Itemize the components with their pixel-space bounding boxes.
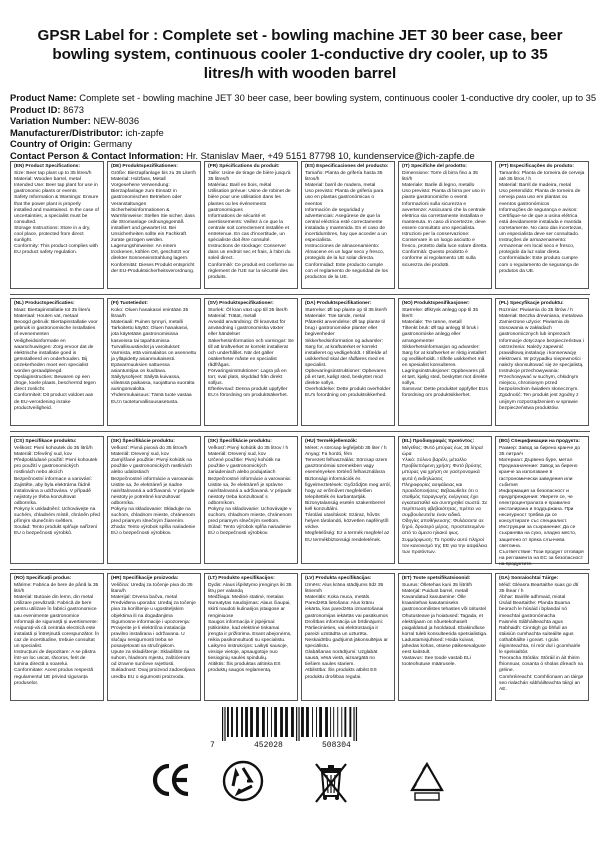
language-line: Materijal: Drvena bačva, metal — [111, 595, 178, 601]
barcode-bar — [296, 707, 297, 741]
language-line: Instrucciones de almacenamiento: Almacene en un lugar seco y fresco, protegido de la luz solar directa. — [305, 244, 385, 262]
language-heading: (FI) Tuotetiedot: — [111, 301, 148, 306]
language-line: Instructions de stockage: Conserver dans un endroit sec et frais, à l'abri du soleil direct. — [208, 244, 291, 262]
language-line: Predviđena uporaba: Uređaj za točenje piva za korištenje u ugostiteljskim objektima ili na događanjima — [111, 601, 196, 619]
barcode-bar — [291, 707, 294, 737]
language-line: Medžiaga: Medinė statinė, metalas — [208, 595, 284, 601]
language-line: Koko: Oluen hanakasvi enintään 35 litraa/h — [111, 308, 189, 320]
language-line: Materiale: Træ tønde, metal — [305, 314, 366, 320]
language-line: Informations de sécurité et avertissements: Veillez à ce que la centrale soit correctement installée et entretenue. En cas d'incertitude, un spécialiste doit être consulté. — [208, 213, 290, 244]
language-band — [10, 298, 590, 426]
recycling-arrows-icon — [222, 760, 264, 802]
barcode-bar — [222, 707, 223, 741]
language-line: Utilizare prevăzută: Fabrică de bere pentru utilizare în fabrici gastronomice sau evenimente gastronomice — [14, 601, 97, 619]
info-label: Contact Person & Contact Information: — [10, 149, 184, 161]
barcode-bar — [337, 707, 338, 737]
language-line: Treoracha Stórála: Stóráil in áit thirim fhionnuar, cosanta ó sholas díreach na gréine. — [499, 656, 584, 674]
info-value: Germany — [93, 138, 132, 150]
language-block — [107, 161, 201, 289]
language-line: Materjal: Puidust barrel, metall — [402, 589, 469, 595]
language-line: Påtænkt anvendelse: Øl tap plante til brug i gastronomiske planter eller begivenheder — [305, 320, 385, 338]
language-line: Materiaali: Puinen tynnyri, metalli — [111, 320, 183, 326]
barcode-bar — [267, 707, 268, 737]
language-block — [204, 436, 298, 564]
barcode-bar — [298, 707, 299, 741]
info-label: Product ID: — [10, 103, 61, 115]
info-value: Complete set - bowling machine JET 30 beer case, beer bowling system, continuous cooler 1-conductive dry cooler, up to 35 — [79, 92, 597, 103]
barcode-lead-digit: 7 — [210, 741, 215, 750]
language-line: Bezpečnostní informace a varování: Zajistěte, aby byla elektrárna řádně instalována a udržována. V případě nejistoty je třeba konzultovat odborníka. — [14, 476, 93, 506]
language-heading: (HU) Termékjellemzők: — [305, 439, 358, 444]
barcode-bar — [356, 707, 357, 741]
ean-barcode — [210, 707, 390, 751]
language-line: Kavandatud kasutamine: Õlle kraanitehas kasutamiseks gastronoomilistes tehastes või üritustel — [402, 595, 486, 613]
language-line: Материал: Дървено буре, метал — [499, 458, 573, 464]
language-line: Velikost: Pivní kohoutek do 35 litrů/h — [14, 446, 93, 452]
language-line: Numatytas naudojimas: Alaus čiaupai, skirti naudoti kulinarijos įstaigose ar renginiuose — [208, 601, 291, 619]
language-band — [10, 436, 590, 567]
language-line: Size: Beer tap plant up to 35 litres/h — [14, 171, 92, 177]
language-heading: (SK) Špecifikácie produktu: — [208, 439, 272, 444]
barcode-bar — [349, 707, 351, 737]
language-line: Materiał: Beczka drewniana, metalowa — [499, 314, 583, 320]
language-line: Safety Information & Warnings: Ensure that the power plant is properly installed and maintained. In the case of uncertainties, a specialist must be consulted. — [14, 195, 99, 225]
barcode-bar — [262, 707, 265, 737]
language-line: Informacje dotyczące bezpieczeństwa i ostrzeżenia: Należy zapewnić prawidłową instalację i konserwację elektrowni. W przypadku niepewności należy skonsultować się ze specjalistą. — [499, 338, 584, 368]
language-line: Tárolási utasítások: Száraz, hűvös helyen tárolandó, közvetlen napfénytől védve. — [305, 513, 389, 531]
language-heading: (GA) Sonraíochtaí Táirge: — [499, 576, 559, 581]
barcode-left-digits: 452028 — [254, 741, 283, 750]
language-line: Размер: Завод за бирено кранче до 35 литра/ч — [499, 446, 581, 458]
language-line: Dimensione: Torre di birra fino a 35 litri/h — [402, 171, 479, 183]
language-line: Maat: Biertapinstallatie tot 35 liter/u — [14, 308, 91, 314]
language-line: Paredzētā lietošana: Alus krānu iekārta, kas paredzēta izmantošanai gastronomijas iekārtās vai pasākumos — [305, 601, 388, 619]
language-line: Comhréireacht: Comhlíonann an táirge seo rialachán sábháilteachta táirgí an AE. — [499, 674, 584, 692]
language-line: Samsvar: Dette produktet oppfyller EUs forordning om produktsikkerhet. — [402, 387, 488, 399]
barcode-bar — [319, 707, 322, 737]
language-line: Materiale: Barile di legno, metallo — [402, 183, 475, 189]
crossed-out-bin-icon — [312, 760, 350, 806]
language-line: Opslaginstructies: Bewaren op een droge, koele plaats, beschermd tegen direct zonlicht. — [14, 375, 96, 393]
language-heading: (ET) Toote spetsifikatsioonid: — [402, 576, 471, 581]
language-line: Ábhar: Bairille adhmaid, miotal — [499, 595, 566, 601]
language-line: Instrucțiuni de depozitare: A se păstra într-un loc uscat, răcoros, ferit de lumina directă a soarelui. — [14, 650, 96, 668]
language-line: Größe: Bierzapfanlage bis zu 35 Liter/h — [111, 171, 197, 177]
language-block — [495, 161, 589, 289]
barcode-bar — [245, 707, 248, 737]
language-line: Intended Use: Beer tap plant for use in gastronomic plants or events — [14, 183, 98, 195]
info-label: Variation Number: — [10, 115, 91, 127]
language-line: Veľkosť: Pivná pivová do 35 litrov/h — [111, 446, 188, 452]
language-line: Atbilstība: Šis produkts atbilst ES produktu drošības regulai. — [305, 668, 377, 680]
language-heading: (NL) Productspecificaties: — [14, 301, 75, 306]
language-line: Anyag: Fa hordó, fém — [305, 452, 353, 458]
language-block — [107, 436, 201, 564]
language-line: Συμμόρφωση: Το προϊόν αυτό πληροί τον κανονισμό της ΕΕ για την ασφάλεια των προϊόντων. — [402, 537, 488, 555]
barcode-digits — [210, 741, 390, 751]
info-row — [10, 127, 590, 139]
language-line: Storlek: Öl kran växt upp till 35 liter/h — [208, 308, 288, 314]
language-line: Conformity: This product complies with EU product safety regulation. — [14, 244, 98, 256]
language-line: Materiāls: Koka muca, metāls — [305, 595, 370, 601]
barcode-bar — [271, 707, 272, 737]
language-line: Säkerhetsinformation och varningar: Se till att kraftverket är korrekt installerat och underhållet. När det gäller osäkerheter måste en specialist rådfrågas. — [208, 338, 294, 368]
language-block — [301, 436, 395, 564]
language-line: Faisnéis Sábháilteachta agus Rabhaidh: Cinntigh go bhfuil an stáisiún cumhachta suiteáilte agus cothabháilte i gceart. I gcás éiginnteachta, ní mór dul i gcomhairle le speisialtóir. — [499, 619, 581, 656]
language-block — [10, 573, 104, 701]
language-line: Lagerungshinweise: An einem trockenen, kühlen Ort, geschützt vor direkter Sonneneinstrahlung lagern. — [111, 244, 190, 262]
language-block — [107, 573, 201, 701]
language-heading: (LT) Produkto specifikacijos: — [208, 576, 275, 581]
language-line: Предназначение: Завод за бирено кранче за използване в гастрономически заведения или събития — [499, 464, 578, 488]
language-line: Sukladnost: Ovaj proizvod zadovoljava uredbu EU o sigurnosti proizvoda. — [111, 668, 196, 680]
language-line: Méid: Gléasra Beartaithe suas go dtí 35 lítear / h — [499, 583, 579, 595]
language-band — [10, 161, 590, 289]
language-line: Størrelse: Ølkrysk anlegg opp til 35 liter/t — [402, 308, 479, 320]
language-line: Uso pretendido: Planta de torneira de cerveja para uso em plantas ou eventos gastronómicos — [499, 189, 581, 207]
language-block — [204, 161, 298, 289]
language-heading: (PT) Especificações do produto: — [499, 164, 574, 169]
language-heading: (RO) Specificații produs: — [14, 576, 72, 581]
barcode-bar — [316, 707, 317, 737]
language-line: Dydis: Alaus išpilstymo įrenginys iki 35 litrų per valandą — [208, 583, 292, 595]
language-line: Material: Barril de madeira, metal — [499, 183, 572, 189]
language-block — [204, 573, 298, 701]
language-line: Ladustamisjuhised: Hoida kuivas, jahedas kohas, otsese päikesevalguse eest kaitstult. — [402, 637, 486, 656]
language-heading: (DE) Produktspezifikationen: — [111, 164, 178, 169]
language-line: Storage Instructions: Store in a dry, cool place, protected from direct sunlight. — [14, 225, 91, 244]
language-line: Informações de segurança e avisos: Certifique-se de que a usina elétrica está devidamente instalada e mantida corretamente. No caso das incertezas, um especialista deve ser consultado. — [499, 207, 583, 238]
language-line: Upute za skladištenje: Skladištite na suhom, hladnom mjestu, zaštićenom od izravne sunčeve svjetlosti. — [111, 650, 191, 668]
barcode-bar — [301, 707, 304, 737]
language-line: Съответствие: Този продукт отговаря на регламента на ЕС за безопасност на продуктите. — [499, 549, 584, 567]
language-line: Material: Trätat, metall — [208, 314, 257, 320]
barcode-bar — [227, 707, 229, 737]
language-line: Turvallisuustiedot ja varoitukset: Varmista, että voimalaitos on asennettu ja ylläpidetty asianmukaisesti. Epävarmuuksien sattuessa asiantuntijaa on kuultava. — [111, 344, 197, 375]
language-band — [10, 573, 590, 701]
language-line: Informații de siguranță și avertismente: Asigurați-vă că centrala electrică este instalată și întreținută corespunzător. În caz de incertitudine, trebuie consultat un specialist. — [14, 619, 100, 650]
language-block — [10, 298, 104, 426]
language-line: Sicherheitsinformationen & Warnhinweise: Stellen Sie sicher, dass die Stromanlage ordnungsgemäß installiert und gewartet ist. Bei Unsicherheiten sollte ein Fachkraft zurate gezogen werden. — [111, 207, 195, 244]
info-row — [10, 115, 590, 127]
barcode-bar — [344, 707, 346, 737]
language-block — [495, 436, 589, 567]
language-line: Инструкции за съхранение: Да се съхранява на сухо, хладно място, защитено от пряка слънчева светлина. — [499, 525, 577, 549]
language-heading: (SK) Špecifikácie produktu: — [111, 439, 175, 444]
language-block — [398, 436, 492, 564]
language-line: Zgodność: Ten produkt jest zgodny z unijnym rozporządzeniem w sprawie bezpieczeństwa produktów. — [499, 393, 579, 411]
language-line: Opbevaringsinstruktioner: Opbevares på et tørt, køligt sted, beskyttet mod direkte sollys. — [305, 369, 387, 387]
language-heading: (ES) Especificaciones del producto: — [305, 164, 389, 169]
language-line: Glabāšanas norādījumi: Uzglabāt sausā, vēsā vietā, aizsargātā no tiešiem saules stariem. — [305, 650, 378, 668]
language-block — [398, 161, 492, 289]
language-heading: (HR) Specifikacije proizvoda: — [111, 576, 179, 581]
language-line: Materiál: Dřevěný sud, kov — [14, 452, 72, 458]
language-block — [10, 436, 104, 564]
language-line: Saugos informacija ir įspėjimai: Įsitikinkite, kad elektrinė tinkamai įrengta ir prižiūrima. Esant abejonėms, reikia pasikonsultuoti su specialistu. — [208, 619, 292, 643]
language-heading: (LV) Produkta specifikācijas: — [305, 576, 372, 581]
language-line: Materiál: Drevený sud, kov — [208, 452, 266, 458]
language-line: Material: Holzfass, Metall — [111, 177, 166, 183]
language-line: Instrukcje przechowywania: Przechowywać w suchym, chłodnym miejscu, chronionym przed bezpośrednim światłem słonecznym. — [499, 369, 579, 393]
ce-mark-icon — [150, 760, 192, 800]
language-line: Conformiteit: Dit product voldoet aan de EU-verordening inzake productveiligheid. — [14, 393, 94, 411]
language-line: Conformitate: Acest produs respectă regulamentul UE privind siguranța produselor. — [14, 668, 94, 686]
language-line: Informazioni sulla sicurezza e avvertenze: Assicurarsi che la centrale elettrica sia correttamente installata e mantenuta. In caso di incertezze, deve essere consultato uno specialista. — [402, 201, 486, 231]
language-line: Sikkerhedsinformation og advarsler: Sørg for, at kraftværket er korrekt installeret og vedligeholdt. I tilfælde af usikkerhed skal der rådføres med en specialist. — [305, 338, 387, 368]
language-line: Mărime: Fabrica de bere de până la 35 litri/h — [14, 583, 99, 595]
language-line: Soulad: Tento produkt splňuje nařízení EU o bezpečnosti výrobků. — [14, 525, 98, 537]
label-title: GPSR Label for : Complete set - bowling machine JET 30 beer case, beer bowling system, continuous cooler 1-conductive dry cooler, up to 35 litres/h with wooden barrel — [37, 27, 563, 82]
language-line: Úsáid Beartaithe: Planda Buama beorach le húsáid i bplandaí nó imeachtaí gastronómacha — [499, 601, 570, 619]
language-line: Izmērs: Alus krāna stādījums līdz 35 litriem/h — [305, 583, 384, 595]
language-block — [398, 573, 492, 701]
language-line: Lagringsinstruksjoner: Oppbevares på et tørt, kjølig sted, beskyttet mot direkte sollys. — [402, 369, 488, 387]
language-line: Méret: A sörcsap legfeljebb 35 liter / h — [305, 446, 387, 452]
language-line: Beoogd gebruik: Biertapinstallatie voor gebruik in gastronomische installaties of evenementen — [14, 320, 98, 338]
language-line: Bezpečnostné informácie a varovania: Uistite sa, že elektráreň je riadne nainštalovaná a udržiavaná. V prípade neistoty je potrebné konzultovať odborníka. — [111, 476, 195, 506]
barcode-bar — [250, 707, 253, 737]
language-line: Súlad: Tento výrobok spĺňa nariadenie EÚ o bezpečnosti výrobkov. — [208, 525, 291, 537]
language-line: Υλικό: Ξύλινο βαρέλι, μέταλλο — [402, 458, 467, 464]
language-line: Konformität: Dieses Produkt entspricht der EU-Produktsicherheitsverordnung. — [111, 262, 195, 274]
info-value: ich-zapfe — [125, 126, 164, 138]
language-line: Předpokládané použití: Pivní kohoutek pro použití v gastronomických rostlinách nebo akcích — [14, 458, 98, 476]
language-line: Zamýšľané použitie: Pivný kohútik na použitie v gastronomických rastlinách alebo udalostiach — [111, 458, 193, 476]
barcode-right-digits: 508304 — [322, 741, 351, 750]
barcode-bar — [325, 707, 328, 737]
language-line: Megfelelőség: Ez a termék megfelel az EU termékbiztonsági rendeletének. — [305, 531, 390, 543]
language-line: Bezpečnostné informácie a varovania: Uistite sa, že elektráreň je správne nainštalovaná a udržiavaná. V prípade neistoty treba konzultovať s odborníkom. — [208, 476, 292, 506]
barcode-bar — [236, 707, 238, 737]
language-line: Material: Wooden barrel, metal — [14, 177, 81, 183]
language-line: Určené použitie: Pivný kohútik na použitie v gastronomických zariadeniach alebo podujatiach — [208, 458, 281, 476]
language-block — [107, 298, 201, 426]
language-line: Størrelse: Øl tap plante op til 35 liter/h — [305, 308, 388, 314]
barcode-bar — [306, 707, 309, 737]
translations-grid — [10, 161, 590, 701]
language-line: Drošības informācija un brīdinājumi: Pārliecinieties, vai elektrostacija ir pareizi uzstādīta un uzturēta. Neskaidrību gadījumā jākonsultējas ar speciālistu. — [305, 619, 388, 650]
language-line: Veľkosť: Pivný kohútik do 35 litrov / h — [208, 446, 289, 452]
language-line: Overholdelse: Dette produkt overholder EU's forordning om produktsikkerhed. — [305, 387, 391, 399]
language-line: Sikkerhetsinformasjon og advarsler: Sørg for at kraftverket er riktig installert og vedlikeholdt. I tilfelle usikkerhet må en spesialist konsulteres. — [402, 344, 487, 368]
info-row — [10, 92, 597, 104]
language-line: Conformidad: Este producto cumple con el reglamento de seguridad de los productos de la UE. — [305, 262, 388, 280]
language-block — [301, 573, 395, 701]
barcode-bars — [220, 707, 380, 741]
language-line: Οδηγίες αποθήκευσης: Φυλάσσετε σε ξηρό, δροσερό μέρος, προστατευμένο από το άμεσο ηλιακό φως. — [402, 519, 485, 537]
language-heading: (DA) Produktspecifikationer: — [305, 301, 372, 306]
info-label: Manufacturer/Distributor: — [10, 126, 124, 138]
language-heading: (IT) Specifiche del prodotto: — [402, 164, 467, 169]
barcode-bar — [280, 707, 283, 737]
language-line: Instruções de armazenamento: Armazenar em local seco e fresco, protegido da luz solar direta. — [499, 238, 575, 256]
product-info — [10, 92, 597, 162]
language-line: Materiale: Tre tønne, metall — [402, 320, 462, 326]
language-line: Yhdenmukaisuus: Tämä tuote vastaa EU:n tuoteturvallisuusasetusta. — [111, 393, 192, 405]
language-line: Информация за безопасност и предупреждения: Уверете се, че електроцентралата е правилно инсталирана и поддържана. При несигурност трябва да се консултирате със специалист. — [499, 488, 574, 525]
language-line: Sigurnosne informacije i upozorenja: Provjerite je li električna instalacija pravilno instalirana i održavana. U slučaju nesigurnosti treba se posavjetovati sa stručnjakom. — [111, 619, 191, 650]
language-block — [398, 298, 492, 426]
recycling-code-icon — [408, 760, 446, 802]
language-line: Säilytysohjeet: Säilytä kuivassa, viileässä paikassa, suojattuna suoralta auringonvalolta. — [111, 375, 195, 393]
language-line: Uso previsto: Planta de grifería para uso en plantas gastronómicas o eventos — [305, 189, 384, 207]
language-line: Μέγεθος: Φυτό μπύρας έως 35 λίτρα/ώρα — [402, 446, 484, 458]
barcode-bar — [353, 707, 354, 741]
info-value: Hr. Stanislav Maer, +49 5151 87798 10, kundenservice@ich-zapfe.de — [186, 149, 475, 161]
barcode-bar — [231, 707, 233, 737]
language-line: Πληροφορίες ασφάλειας και προειδοποιήσεις: Βεβαιωθείτε ότι ο σταθμός παραγωγής ενέργειας έχει εγκατασταθεί και συντηρηθεί σωστά. Σε περίπτωση αβεβαιότητας, πρέπει να συμβουλευτείτε έναν ειδικό. — [402, 482, 488, 519]
language-heading: (NO) Produktspesifikasjoner: — [402, 301, 470, 306]
language-line: Tervezett felhasználás: Sörcsap üzem gasztronómiai üzemekben vagy eseményeken történő felhasználásra — [305, 458, 388, 476]
language-line: Atitiktis: Šis produktas atitinka ES produktų saugos reglamentą. — [208, 662, 281, 674]
language-line: Veiligheidsinformatie en waarschuwingen: Zorg ervoor dat de elektrische installatie goed is geïnstalleerd en onderhouden. Bij onzekerheden moet een specialist worden geraadpleegd. — [14, 338, 94, 375]
language-heading: (CS) Specifikace produktu: — [14, 439, 77, 444]
language-line: Tamaño: Planta de grifería hasta 35 litros/h — [305, 171, 383, 183]
language-heading: (BG) Спецификации на продукта: — [499, 439, 580, 444]
language-line: Información de seguridad y advertencias: Asegúrese de que la central eléctrica esté correctamente instalada y mantenida. En el caso de incertidumbres, hay que acceder a un especialista. — [305, 207, 387, 244]
barcode-bar — [256, 707, 259, 737]
language-line: Material: barril de madera, metal — [305, 183, 376, 189]
barcode-bar — [333, 707, 334, 737]
band-separator — [10, 569, 590, 570]
language-line: Materiál: Drevený sud, kov — [111, 452, 169, 458]
info-row — [10, 150, 590, 162]
info-row — [10, 104, 590, 116]
language-heading: (FR) Spécifications du produit: — [208, 164, 280, 169]
info-label: Country of Origin: — [10, 138, 91, 150]
info-value: NEW-8036 — [93, 115, 140, 127]
language-line: Ohutusteave ja hoiatused: Tagada, et elektrijaam on nõuetekohaselt paigaldatud ja hooldatud. Ebakindluse korral tuleb konsulteerida spetsialistiga. — [402, 613, 488, 637]
language-line: Biztonsági információk és figyelmeztetések: Győződjön meg arról, hogy az erőművet megfelelően telepítették és karbantartják. Bizonytalanság esetén szakemberrel kell konzultálni. — [305, 476, 391, 513]
language-line: Conformità: Questo prodotto è conforme al regolamento UE sulla sicurezza dei prodotti. — [402, 250, 476, 268]
language-block — [495, 573, 589, 701]
barcode-bar — [285, 707, 288, 737]
barcode-bar — [341, 707, 342, 737]
barcode-bar — [241, 707, 243, 737]
language-line: Tamanho: Planta de torneira de cerveja até 35 litros / h — [499, 171, 585, 183]
language-block — [10, 161, 104, 289]
language-block — [495, 298, 589, 426]
barcode-bar — [312, 707, 313, 737]
language-line: Pokyny k uskladnění: Uchovávejte na suchém, chladném místě, chráněn před přímým slunečním světlem. — [14, 507, 100, 525]
language-line: Avsedd användning: Öl kranväxt för användning i gastronomiska växter eller händelser — [208, 320, 286, 338]
language-line: Laikymo instrukcijos: Laikyti sausoje, vėsioje vietoje, apsaugotoje nuo tiesioginių saulės spindulių. — [208, 644, 288, 662]
language-line: Rozmiar: Piwiarnia do 35 litrów / h — [499, 308, 573, 314]
language-line: Tarkoitettu käyttö: Oluen hanakasvi, jota käytetään gastronomisissa kasveissa tai tapahtumissa — [111, 326, 189, 344]
language-line: Conformité: Ce produit est conforme au règlement de l'UE sur la sécurité des produits. — [208, 262, 294, 280]
language-line: Veličina: Uređaj za točenje piva do 35 litara/h — [111, 583, 193, 595]
language-line: Material: Butoaie din lemn, din metal — [14, 595, 94, 601]
language-heading: (EN) Product Specifications: — [14, 164, 81, 169]
language-line: Tiltenkt bruk: Øl tap anlegg til bruk i gastronomiske anlegg eller arrangementer — [402, 326, 479, 344]
language-line: Taille: Usine de tirage de bière jusqu'à 35 litres/h — [208, 171, 291, 183]
barcode-bar — [274, 707, 277, 737]
info-value: 8673 — [63, 103, 84, 115]
language-line: Προβλεπόμενη χρήση: Φυτό βρύσης μπύρας για χρήση σε γαστρονομικά φυτά ή εκδηλώσεις — [402, 464, 482, 482]
language-line: Uso previsto: Pianta di birra per uso in piante gastronomiche o eventi — [402, 189, 485, 201]
language-line: Vorgesehene Verwendung: Bierzapfanlage zum Einsatz in gastronomischen Betrieben oder Veranstaltungen — [111, 183, 182, 207]
language-line: Materiaal: Houten vat, metaal — [14, 314, 78, 320]
language-line: Pokyny na skladovanie: Uchovávajte v suchom, chladnom mieste, chránenom pred priamym slnečným svetlom. — [208, 507, 292, 525]
language-line: Zhoda: Tento výrobok spĺňa nariadenie EÚ o bezpečnosti výrobkov. — [111, 525, 196, 537]
language-line: Förvaringsinstruktioner: Lagra på en torr, sval plats, skyddad från direkt solljus. — [208, 369, 287, 387]
barcode-bar — [224, 707, 225, 741]
band-separator — [10, 294, 590, 295]
language-heading: (EL) Προδιαγραφές προϊόντος: — [402, 439, 475, 444]
language-heading: (SV) Produktspecifikationer: — [208, 301, 274, 306]
language-line: Vastavus: See toode vastab ELi tooteohutuse määrusele. — [402, 656, 471, 668]
language-block — [204, 298, 298, 426]
language-line: Efterlevnad: Denna produkt uppfyller EU:s förordning om produktsäkerhet. — [208, 387, 288, 399]
language-line: Matériau: Baril en bois, métal — [208, 183, 272, 189]
language-line: Pokyny na skladovanie: Skladujte na suchom, chladnom mieste, chránenom pred priamym slnečným žiarením. — [111, 507, 195, 525]
language-block — [301, 298, 395, 426]
info-label: Product Name: — [10, 92, 77, 103]
language-line: Zamierzone użycie: Piwiarnia do stosowania w zakładach gastronomicznych lub imprezach — [499, 320, 571, 338]
language-line: Suurus: Õlletehas kuni 35 liitrit/h — [402, 583, 473, 589]
info-row — [10, 138, 590, 150]
language-line: Conformidade: Este produto cumpre com o regulamento de segurança de produtos da UE. — [499, 256, 579, 274]
language-heading: (PL) Specyfikacje produktu: — [499, 301, 564, 306]
language-block — [301, 161, 395, 289]
language-line: Utilisation prévue: Usine de robinet de bière pour une utilisation dans les plantes ou les événements gastronomiques — [208, 189, 291, 213]
barcode-bar — [330, 707, 331, 737]
band-separator — [10, 431, 590, 432]
language-line: Istruzioni per la conservazione: Conservare in un luogo asciutto e fresco, protetto dalla luce solare diretta. — [402, 232, 488, 250]
